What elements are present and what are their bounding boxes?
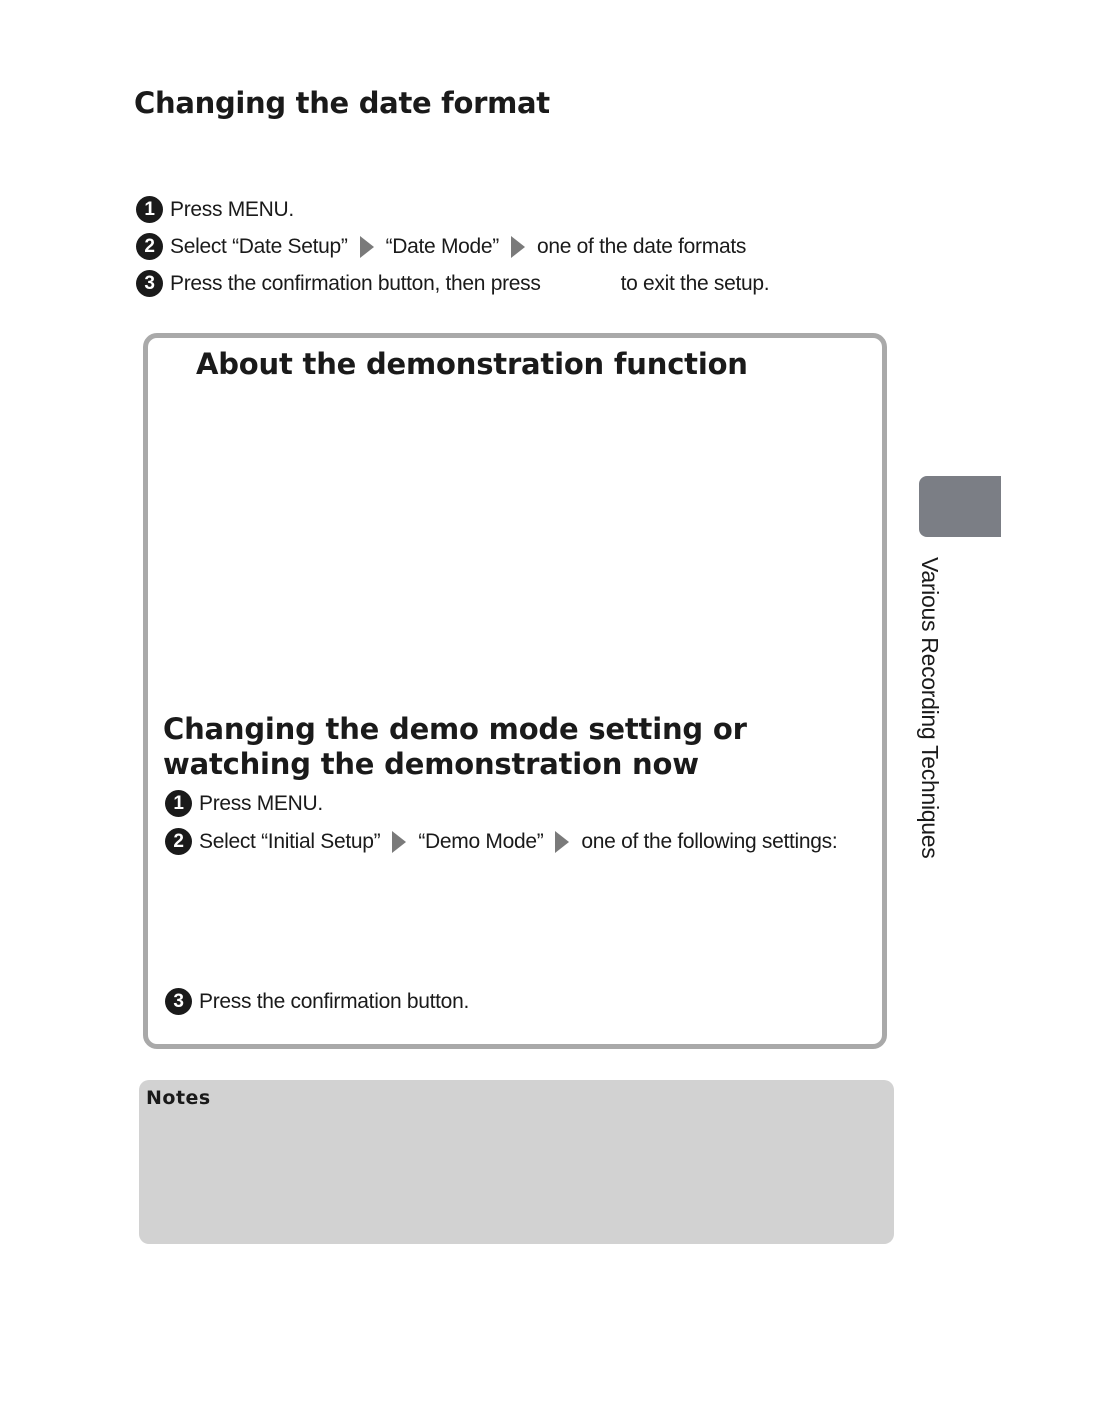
date-step-3 bbox=[136, 270, 769, 297]
demo-info-box bbox=[143, 333, 887, 1049]
demo-step-2 bbox=[165, 828, 837, 855]
demo-sub-heading: Changing the demo mode setting or watching the demonstration now bbox=[163, 712, 747, 781]
date-step-2-part-3: one of the date formats bbox=[536, 234, 747, 258]
step-number-2-icon: 2 bbox=[165, 828, 192, 855]
step-number-1-icon: 1 bbox=[136, 196, 163, 223]
demo-step-2-part-2: “Demo Mode” bbox=[418, 829, 544, 853]
step-number-2-icon: 2 bbox=[136, 233, 163, 260]
date-step-3-after: to exit the setup. bbox=[620, 271, 770, 295]
demo-step-2-part-1: Select “Initial Setup” bbox=[199, 829, 381, 853]
chapter-label: Various Recording Techniques bbox=[917, 557, 943, 859]
notes-box bbox=[139, 1080, 894, 1244]
arrow-right-icon bbox=[360, 236, 374, 258]
demo-step-2-part-3: one of the following settings: bbox=[581, 829, 838, 853]
date-step-3-before: Press the confirmation button, then press bbox=[170, 271, 541, 295]
demo-step-3 bbox=[165, 988, 469, 1015]
date-step-1 bbox=[136, 196, 294, 223]
date-step-1-text: Press MENU. bbox=[170, 197, 294, 221]
step-number-3-icon: 3 bbox=[165, 988, 192, 1015]
arrow-right-icon bbox=[392, 831, 406, 853]
demo-heading: About the demonstration function bbox=[196, 347, 748, 381]
notes-title: Notes bbox=[146, 1087, 211, 1109]
chapter-tab bbox=[919, 476, 1001, 537]
date-step-2-part-2: “Date Mode” bbox=[385, 234, 499, 258]
date-step-2-part-1: Select “Date Setup” bbox=[170, 234, 348, 258]
date-step-2 bbox=[136, 233, 746, 260]
arrow-right-icon bbox=[511, 236, 525, 258]
arrow-right-icon bbox=[555, 831, 569, 853]
date-format-heading: Changing the date format bbox=[134, 86, 550, 120]
demo-step-1-text: Press MENU. bbox=[199, 791, 323, 815]
demo-step-1 bbox=[165, 790, 323, 817]
demo-step-3-text: Press the confirmation button. bbox=[199, 989, 469, 1013]
step-number-3-icon: 3 bbox=[136, 270, 163, 297]
step-number-1-icon: 1 bbox=[165, 790, 192, 817]
